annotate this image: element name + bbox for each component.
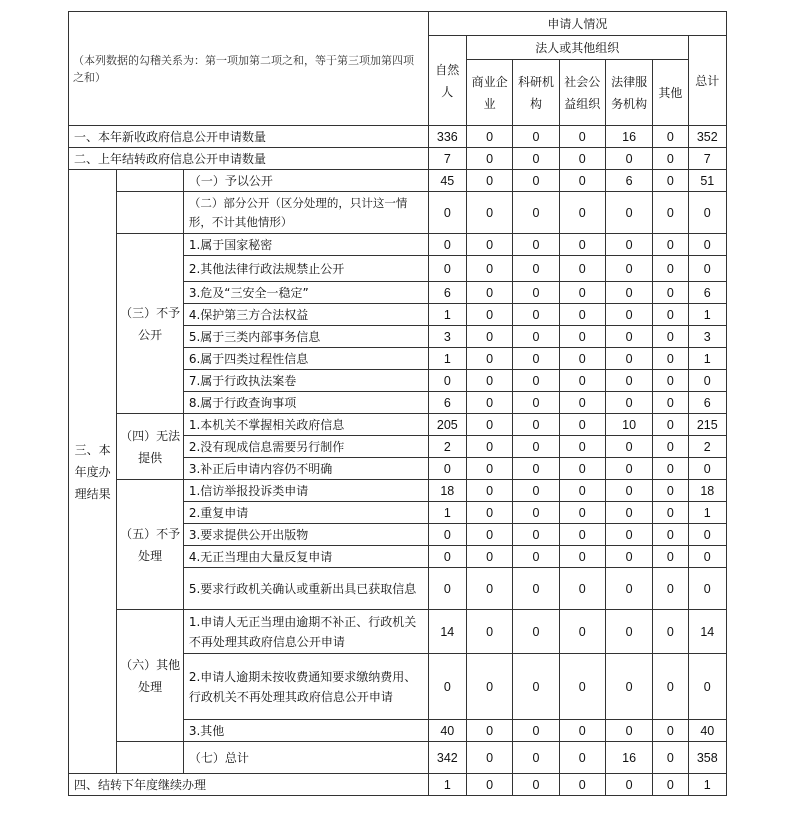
value-cell: 6	[688, 392, 726, 414]
value-cell: 0	[428, 546, 466, 568]
row-label: （七）总计	[183, 742, 428, 774]
value-cell: 7	[688, 148, 726, 170]
row-label: 4.无正当理由大量反复申请	[183, 546, 428, 568]
value-cell: 0	[605, 282, 652, 304]
value-cell: 0	[513, 458, 559, 480]
row-label: （二）部分公开（区分处理的，只计这一情形，不计其他情形）	[183, 192, 428, 234]
value-cell: 0	[513, 414, 559, 436]
value-cell: 0	[466, 370, 512, 392]
value-cell: 0	[653, 304, 688, 326]
value-cell: 0	[466, 170, 512, 192]
value-cell: 0	[559, 370, 605, 392]
value-cell: 7	[428, 148, 466, 170]
row-label: 5.属于三类内部事务信息	[183, 326, 428, 348]
value-cell: 0	[513, 256, 559, 282]
value-cell: 0	[466, 392, 512, 414]
value-cell: 342	[428, 742, 466, 774]
row-label: 一、本年新收政府信息公开申请数量	[69, 126, 429, 148]
value-cell: 0	[559, 610, 605, 654]
value-cell: 0	[605, 480, 652, 502]
col-header-public-welfare: 社会公益组织	[559, 60, 605, 126]
value-cell: 0	[428, 654, 466, 720]
row-label: 2.其他法律行政法规禁止公开	[183, 256, 428, 282]
value-cell: 0	[513, 546, 559, 568]
row-label: 2.没有现成信息需要另行制作	[183, 436, 428, 458]
value-cell: 0	[653, 742, 688, 774]
table-row	[69, 774, 727, 796]
value-cell: 51	[688, 170, 726, 192]
value-cell: 0	[605, 720, 652, 742]
value-cell: 0	[688, 546, 726, 568]
value-cell: 0	[653, 720, 688, 742]
value-cell: 0	[653, 458, 688, 480]
value-cell: 0	[466, 192, 512, 234]
value-cell: 0	[688, 568, 726, 610]
value-cell: 0	[605, 568, 652, 610]
row-label: 1.信访举报投诉类申请	[183, 480, 428, 502]
blank-cell	[117, 192, 183, 234]
value-cell: 0	[559, 126, 605, 148]
value-cell: 0	[513, 170, 559, 192]
value-cell: 0	[605, 436, 652, 458]
value-cell: 0	[466, 414, 512, 436]
row-label: 7.属于行政执法案卷	[183, 370, 428, 392]
group-other-processing: （六）其他处理	[117, 610, 183, 742]
value-cell: 0	[688, 524, 726, 546]
row-label: 3.要求提供公开出版物	[183, 524, 428, 546]
value-cell: 3	[428, 326, 466, 348]
value-cell: 0	[466, 126, 512, 148]
value-cell: 0	[605, 546, 652, 568]
row-label: 6.属于四类过程性信息	[183, 348, 428, 370]
value-cell: 0	[428, 192, 466, 234]
value-cell: 0	[466, 610, 512, 654]
value-cell: 0	[428, 458, 466, 480]
value-cell: 0	[428, 370, 466, 392]
value-cell: 1	[688, 304, 726, 326]
value-cell: 10	[605, 414, 652, 436]
row-label: 5.要求行政机关确认或重新出具已获取信息	[183, 568, 428, 610]
group-not-disclosed: （三）不予公开	[117, 234, 183, 414]
value-cell: 0	[559, 170, 605, 192]
value-cell: 0	[513, 742, 559, 774]
value-cell: 0	[605, 192, 652, 234]
value-cell: 0	[466, 458, 512, 480]
value-cell: 0	[559, 546, 605, 568]
value-cell: 0	[559, 654, 605, 720]
value-cell: 0	[605, 502, 652, 524]
value-cell: 0	[466, 502, 512, 524]
row-label: 1.本机关不掌握相关政府信息	[183, 414, 428, 436]
value-cell: 0	[466, 742, 512, 774]
value-cell: 215	[688, 414, 726, 436]
value-cell: 0	[513, 436, 559, 458]
value-cell: 0	[653, 256, 688, 282]
value-cell: 0	[653, 348, 688, 370]
value-cell: 0	[605, 458, 652, 480]
value-cell: 0	[513, 234, 559, 256]
value-cell: 0	[559, 234, 605, 256]
value-cell: 45	[428, 170, 466, 192]
value-cell: 0	[466, 546, 512, 568]
value-cell: 0	[513, 720, 559, 742]
value-cell: 18	[428, 480, 466, 502]
value-cell: 14	[428, 610, 466, 654]
value-cell: 0	[605, 392, 652, 414]
group-cannot-provide: （四）无法提供	[117, 414, 183, 480]
value-cell: 0	[559, 568, 605, 610]
value-cell: 205	[428, 414, 466, 436]
value-cell: 0	[653, 326, 688, 348]
table-row	[69, 234, 727, 256]
row-label: 4.保护第三方合法权益	[183, 304, 428, 326]
value-cell: 3	[688, 326, 726, 348]
value-cell: 0	[466, 720, 512, 742]
value-cell: 0	[513, 524, 559, 546]
blank-cell	[117, 170, 183, 192]
value-cell: 0	[513, 568, 559, 610]
row-label: 3.其他	[183, 720, 428, 742]
value-cell: 0	[605, 326, 652, 348]
value-cell: 0	[605, 304, 652, 326]
value-cell: 6	[605, 170, 652, 192]
value-cell: 0	[559, 348, 605, 370]
value-cell: 0	[559, 326, 605, 348]
value-cell: 0	[559, 458, 605, 480]
value-cell: 1	[688, 774, 726, 796]
value-cell: 1	[428, 774, 466, 796]
value-cell: 0	[466, 234, 512, 256]
group-not-processed: （五）不予处理	[117, 480, 183, 610]
value-cell: 0	[688, 192, 726, 234]
value-cell: 1	[428, 304, 466, 326]
value-cell: 2	[428, 436, 466, 458]
value-cell: 0	[466, 524, 512, 546]
value-cell: 6	[688, 282, 726, 304]
value-cell: 0	[688, 458, 726, 480]
row-label: 2.申请人逾期未按收费通知要求缴纳费用、行政机关不再处理其政府信息公开申请	[183, 654, 428, 720]
value-cell: 0	[466, 148, 512, 170]
value-cell: 0	[559, 720, 605, 742]
value-cell: 0	[653, 148, 688, 170]
value-cell: 16	[605, 126, 652, 148]
value-cell: 0	[466, 348, 512, 370]
value-cell: 0	[559, 524, 605, 546]
value-cell: 0	[513, 304, 559, 326]
value-cell: 0	[605, 774, 652, 796]
col-header-total: 总计	[688, 36, 726, 126]
value-cell: 0	[653, 414, 688, 436]
value-cell: 0	[653, 774, 688, 796]
value-cell: 0	[513, 348, 559, 370]
value-cell: 40	[428, 720, 466, 742]
value-cell: 0	[513, 480, 559, 502]
value-cell: 0	[559, 392, 605, 414]
value-cell: 0	[513, 326, 559, 348]
value-cell: 0	[653, 370, 688, 392]
value-cell: 0	[653, 480, 688, 502]
value-cell: 0	[653, 546, 688, 568]
value-cell: 0	[653, 524, 688, 546]
row-label: 3.危及“三安全一稳定”	[183, 282, 428, 304]
value-cell: 6	[428, 282, 466, 304]
value-cell: 0	[513, 126, 559, 148]
table-row	[69, 148, 727, 170]
value-cell: 14	[688, 610, 726, 654]
value-cell: 0	[466, 282, 512, 304]
value-cell: 0	[653, 436, 688, 458]
applicant-header: 申请人情况	[428, 12, 726, 36]
value-cell: 0	[428, 234, 466, 256]
value-cell: 2	[688, 436, 726, 458]
value-cell: 0	[466, 480, 512, 502]
table-row	[69, 480, 727, 502]
value-cell: 1	[428, 502, 466, 524]
value-cell: 0	[559, 192, 605, 234]
value-cell: 0	[559, 304, 605, 326]
value-cell: 1	[428, 348, 466, 370]
value-cell: 0	[688, 654, 726, 720]
value-cell: 0	[605, 348, 652, 370]
value-cell: 1	[688, 348, 726, 370]
col-header-other: 其他	[653, 60, 688, 126]
value-cell: 0	[513, 148, 559, 170]
blank-cell	[117, 742, 183, 774]
value-cell: 0	[559, 282, 605, 304]
value-cell: 0	[513, 370, 559, 392]
value-cell: 0	[653, 502, 688, 524]
value-cell: 0	[466, 774, 512, 796]
value-cell: 0	[605, 148, 652, 170]
value-cell: 0	[605, 654, 652, 720]
value-cell: 40	[688, 720, 726, 742]
value-cell: 0	[466, 326, 512, 348]
value-cell: 6	[428, 392, 466, 414]
value-cell: 0	[513, 282, 559, 304]
table-row	[69, 610, 727, 654]
col-header-legal-service: 法律服务机构	[605, 60, 652, 126]
value-cell: 352	[688, 126, 726, 148]
value-cell: 0	[653, 282, 688, 304]
table-row	[69, 192, 727, 234]
value-cell: 0	[653, 192, 688, 234]
value-cell: 0	[559, 742, 605, 774]
value-cell: 0	[513, 392, 559, 414]
row-label: 四、结转下年度继续办理	[69, 774, 429, 796]
value-cell: 0	[559, 436, 605, 458]
value-cell: 0	[466, 256, 512, 282]
value-cell: 0	[513, 774, 559, 796]
value-cell: 0	[653, 170, 688, 192]
value-cell: 0	[653, 610, 688, 654]
value-cell: 358	[688, 742, 726, 774]
value-cell: 0	[688, 234, 726, 256]
col-header-business: 商业企业	[466, 60, 512, 126]
table-row	[69, 170, 727, 192]
value-cell: 0	[688, 370, 726, 392]
table-row	[69, 414, 727, 436]
row-label: （一）予以公开	[183, 170, 428, 192]
row-label: 二、上年结转政府信息公开申请数量	[69, 148, 429, 170]
value-cell: 0	[466, 436, 512, 458]
value-cell: 0	[559, 502, 605, 524]
value-cell: 0	[605, 610, 652, 654]
row-label: 1.申请人无正当理由逾期不补正、行政机关不再处理其政府信息公开申请	[183, 610, 428, 654]
value-cell: 0	[653, 126, 688, 148]
table-row	[69, 126, 727, 148]
value-cell: 0	[605, 370, 652, 392]
value-cell: 0	[653, 392, 688, 414]
value-cell: 0	[513, 502, 559, 524]
value-cell: 336	[428, 126, 466, 148]
row-label: 2.重复申请	[183, 502, 428, 524]
col-header-research: 科研机构	[513, 60, 559, 126]
value-cell: 0	[559, 774, 605, 796]
value-cell: 0	[559, 480, 605, 502]
value-cell: 1	[688, 502, 726, 524]
value-cell: 0	[428, 568, 466, 610]
section3-label: 三、本年度办理结果	[69, 170, 117, 774]
row-label: 8.属于行政查询事项	[183, 392, 428, 414]
corp-group-header: 法人或其他组织	[466, 36, 688, 60]
value-cell: 0	[605, 256, 652, 282]
col-header-natural-person: 自然人	[428, 36, 466, 126]
value-cell: 0	[653, 568, 688, 610]
row-label: 3.补正后申请内容仍不明确	[183, 458, 428, 480]
value-cell: 0	[513, 654, 559, 720]
value-cell: 0	[688, 256, 726, 282]
value-cell: 0	[513, 610, 559, 654]
value-cell: 0	[605, 524, 652, 546]
value-cell: 16	[605, 742, 652, 774]
table-row	[69, 742, 727, 774]
value-cell: 0	[513, 192, 559, 234]
value-cell: 0	[559, 256, 605, 282]
value-cell: 0	[428, 256, 466, 282]
value-cell: 0	[559, 148, 605, 170]
statistics-table	[68, 11, 727, 796]
row-label: 1.属于国家秘密	[183, 234, 428, 256]
value-cell: 0	[653, 234, 688, 256]
value-cell: 18	[688, 480, 726, 502]
value-cell: 0	[428, 524, 466, 546]
value-cell: 0	[653, 654, 688, 720]
value-cell: 0	[466, 304, 512, 326]
value-cell: 0	[466, 654, 512, 720]
value-cell: 0	[605, 234, 652, 256]
value-cell: 0	[466, 568, 512, 610]
value-cell: 0	[559, 414, 605, 436]
note-cell: （本列数据的勾稽关系为：第一项加第二项之和，等于第三项加第四项之和）	[69, 12, 429, 126]
